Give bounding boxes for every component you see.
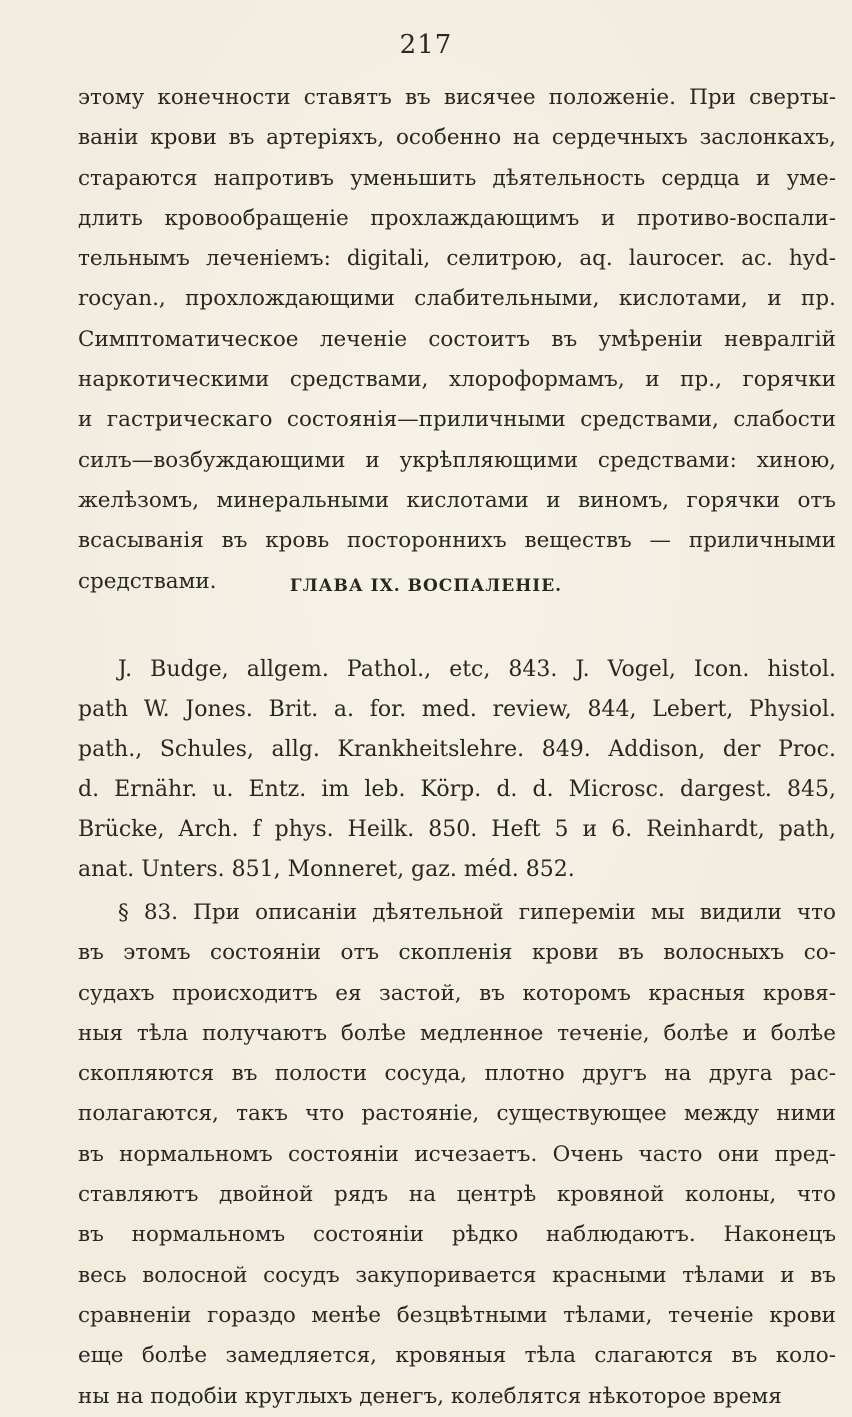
- text-line: rocyan., прохлождающими слабительными, кислотами, и пр.: [78, 286, 836, 312]
- text-line: весь волосной сосудъ закупоривается красными тѣлами и въ: [78, 1262, 836, 1288]
- paragraph-section-83: [78, 893, 836, 1417]
- text-line: еще болѣе замедляется, кровяныя тѣла слагаются въ коло-: [78, 1343, 836, 1369]
- text-line: ваніи крови въ артеріяхъ, особенно на сердечныхъ заслонкахъ,: [78, 125, 836, 151]
- paragraph-treatment: [78, 78, 836, 602]
- text-line: въ этомъ состояніи отъ скопленія крови въ волосныхъ со-: [78, 940, 836, 966]
- text-line: въ нормальномъ состояніи исчезаетъ. Очень часто они пред-: [78, 1141, 836, 1167]
- text-line: Brücke, Arch. f phys. Heilk. 850. Heft 5 и 6. Reinhardt, path,: [78, 817, 836, 842]
- text-line: силъ—возбуждающими и укрѣпляющими средствами: хиною,: [78, 447, 836, 473]
- text-line: ставляютъ двойной рядъ на центрѣ кровяной колоны, что: [78, 1182, 836, 1208]
- text-line: и гастрическаго состоянія—приличными средствами, слабости: [78, 407, 836, 433]
- text-line: J. Budge, allgem. Pathol., etc, 843. J. Vogel, Icon. histol.: [118, 657, 836, 682]
- text-line: длить крoвообращеніе прохлаждающимъ и противо-воспали-: [78, 205, 836, 231]
- text-line: сравненіи гораздо менѣе безцвѣтными тѣлами, теченіе крови: [78, 1302, 836, 1328]
- text-line: всасыванія въ кровь постороннихъ веществъ — приличными: [78, 528, 836, 554]
- text-line: средствами.: [78, 568, 217, 594]
- page-number: 217: [399, 30, 453, 60]
- text-line: наркотическими средствами, хлороформамъ, и пр., горячки: [78, 367, 836, 393]
- text-line: тельнымъ леченіемъ: digitali, селитрою, aq. laurocer. ac. hyd-: [78, 246, 836, 272]
- text-line: § 83. При описаніи дѣятельной гипереміи мы видили что: [118, 900, 836, 925]
- text-line: path W. Jones. Brit. a. for. med. review, 844, Lebert, Physiol.: [78, 697, 836, 722]
- text-line: стараются напротивъ уменьшить дѣятельность сердца и уме-: [78, 165, 836, 191]
- text-line: anat. Unters. 851, Monneret, gaz. méd. 852.: [78, 857, 575, 882]
- text-line: судахъ происходитъ ея застой, въ которомъ красныя кровя-: [78, 980, 836, 1006]
- text-line: path., Schules, allg. Krankheitslehre. 849. Addison, der Proc.: [78, 737, 836, 762]
- text-line: Симптоматическое леченіе состоитъ въ умѣреніи невралгій: [78, 326, 836, 352]
- text-line: d. Ernähr. u. Entz. im leb. Körp. d. d. Microsc. dargest. 845,: [78, 777, 836, 802]
- references-paragraph: [78, 650, 836, 890]
- text-line: этому конечности ставятъ въ висячее положеніе. При сверты-: [78, 85, 836, 110]
- text-line: ны на подобіи круглыхъ денегъ, колеблятся нѣкоторое время: [78, 1383, 782, 1409]
- text-line: полагаются, такъ что растояніе, существующее между ними: [78, 1101, 836, 1127]
- text-line: скопляются въ полости сосуда, плотно другъ на друга рас-: [78, 1061, 836, 1087]
- chapter-title: ГЛАВА IX. ВОСПАЛЕНІЕ.: [289, 576, 563, 596]
- text-line: ныя тѣла получаютъ болѣе медленное теченіе, болѣе и болѣе: [78, 1020, 836, 1046]
- text-line: желѣзомъ, минеральными кислотами и виномъ, горячки отъ: [78, 487, 836, 513]
- text-line: въ нормальномъ состояніи рѣдко наблюдаютъ. Наконецъ: [78, 1222, 836, 1248]
